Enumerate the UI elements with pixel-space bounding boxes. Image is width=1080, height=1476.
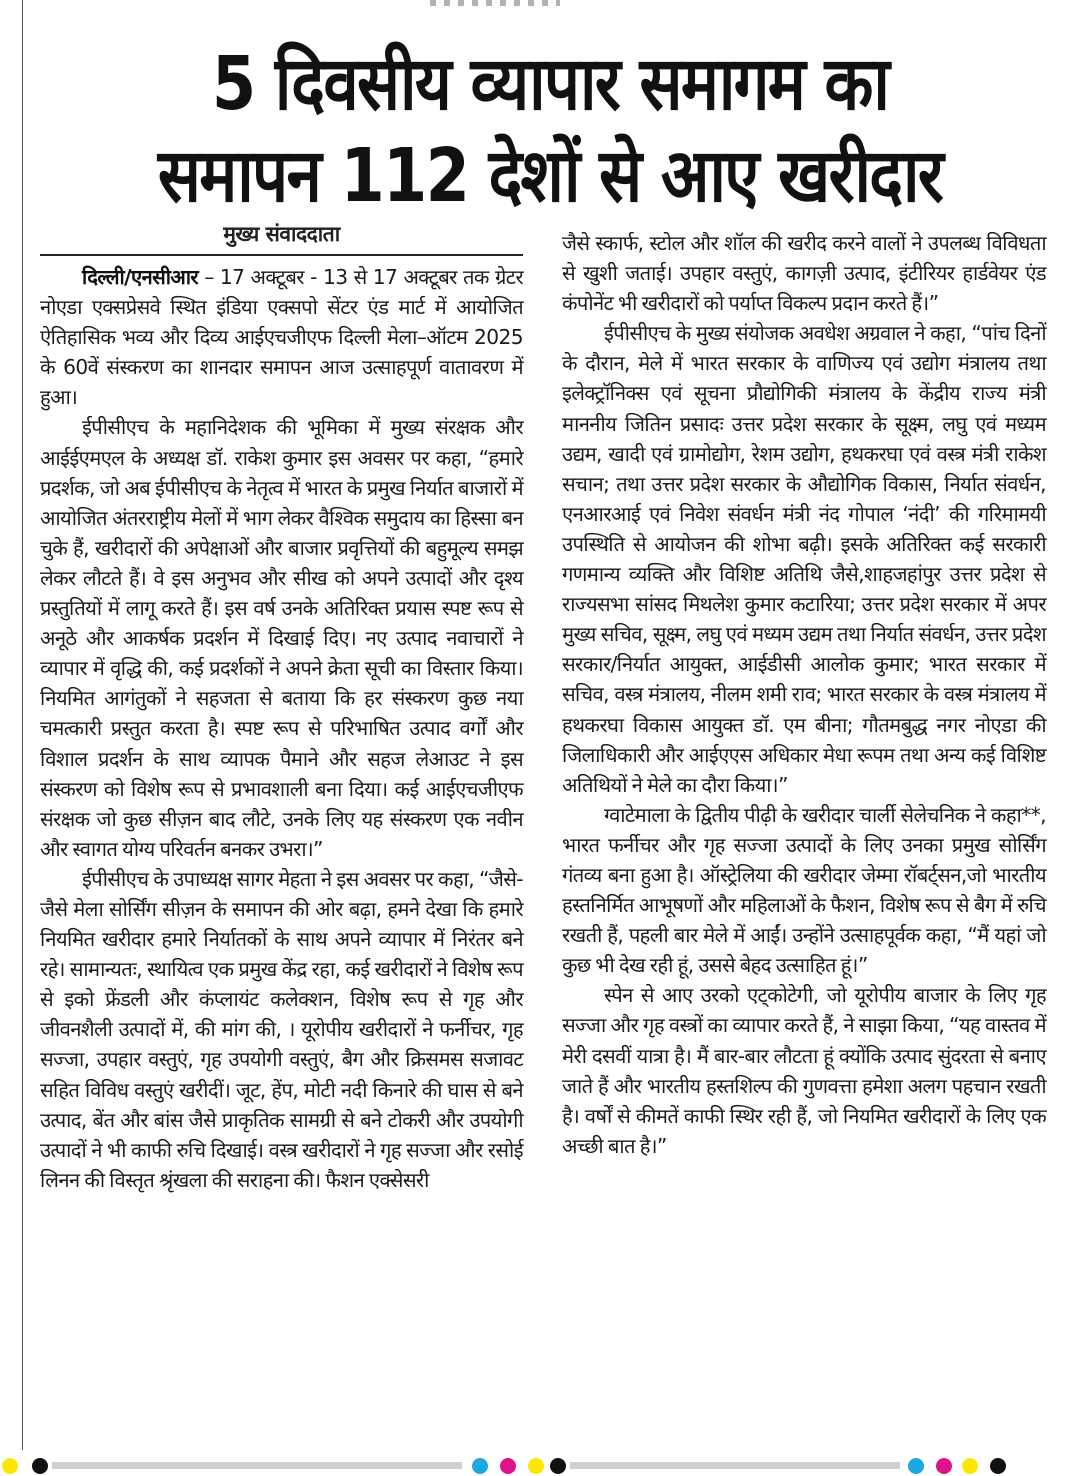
registration-dot-magenta — [500, 1458, 516, 1474]
cropped-previous-text — [430, 0, 560, 6]
column-rule — [22, 0, 23, 1450]
article-column-right — [562, 228, 1046, 1161]
registration-dot-yellow — [2, 1458, 18, 1474]
registration-bar — [52, 1462, 462, 1469]
registration-dot-magenta — [936, 1458, 952, 1474]
registration-dot-black — [990, 1458, 1006, 1474]
dateline: दिल्ली/एनसीआर — [82, 265, 199, 289]
registration-dot-black — [550, 1458, 566, 1474]
paragraph: ईपीसीएच के मुख्य संयोजक अवधेश अग्रवाल ने कहा, “पांच दिनों के दौरान, मेले में भारत सरकार के वाणिज्य एवं उद्योग मंत्रालय तथा इलेक्ट्रॉनिक्स एवं सूचना प्रौद्योगिकी मंत्रालय के केंद्रीय राज्य मंत्री माननीय जितिन प्रसादः उत्तर प्रदेश सरकार के सूक्ष्म, लघु एवं मध्यम उद्यम, खादी एवं ग्रामोद्योग, रेशम उद्योग, हथकरघा एवं वस्त्र मंत्री राकेश सचान; तथा उत्तर प्रदेश सरकार के औद्योगिक विकास, निर्यात संवर्धन, एनआरआई एवं निवेश संवर्धन मंत्री नंद गोपाल ‘नंदी’ की गरिमामयी उपस्थिति से आयोजन की शोभा बढ़ी। इसके अतिरिक्त कई सरकारी गणमान्य व्यक्ति और विशिष्ट अतिथि जैसे,शाहजहांपुर उत्तर प्रदेश से राज्यसभा सांसद मिथलेश कुमार कटारिया; उत्तर प्रदेश सरकार में अपर मुख्य सचिव, सूक्ष्म, लघु एवं मध्यम उद्यम तथा निर्यात संवर्धन, उत्तर प्रदेश सरकार/निर्यात आयुक्त, आईडीसी आलोक कुमार; भारत सरकार में सचिव, वस्त्र मंत्रालय, नीलम शमी राव; भारत सरकार के वस्त्र मंत्रालय में हथकरघा विकास आयुक्त डॉ. एम बीना; गौतमबुद्ध नगर नोएडा की जिलाधिकारी और आईएएस अधिकार मेधा रूपम तथा अन्य कई विशिष्ट अतिथियों ने मेले का दौरा किया।” — [562, 321, 1046, 797]
byline: मुख्य संवाददाता — [40, 220, 523, 256]
headline — [129, 38, 972, 222]
article-column-left — [40, 262, 523, 1195]
paragraph: ईपीसीएच के महानिदेशक की भूमिका में मुख्य संरक्षक और आईईएमएल के अध्यक्ष डॉ. राकेश कुमार इस अवसर पर कहा, “हमारे प्रदर्शक, जो अब ईपीसीएच के नेतृत्व में भारत के प्रमुख निर्यात बाजारों में आयोजित अंतरराष्ट्रीय मेलों में भाग लेकर वैश्विक समुदाय का हिस्सा बन चुके हैं, खरीदारों की अपेक्षाओं और बाजार प्रवृत्तियों की बहुमूल्य समझ लेकर लौटते हैं। वे इस अनुभव और सीख को अपने उत्पादों और दृश्य प्रस्तुतियों में लागू करते हैं। इस वर्ष उनके अतिरिक्त प्रयास स्पष्ट रूप से अनूठे और आकर्षक प्रदर्शन में दिखाई दिए। नए उत्पाद नवाचारों ने व्यापार में वृद्धि की, कई प्रदर्शकों ने अपने क्रेता सूची का विस्तार किया। नियमित आगंतुकों ने सहजता से बताया कि हर संस्करण कुछ नया चमत्कारी प्रस्तुत करता है। स्पष्ट रूप से परिभाषित उत्पाद वर्गों और विशाल प्रदर्शन के साथ व्यापक पैमाने और सहज लेआउट ने इस संस्करण को विशेष रूप से प्रभावशाली बना दिया। कई आईएचजीएफ संरक्षक जो कुछ सीज़न बाद लौटे, उनके लिए यह संस्करण एक नवीन और स्वागत योग्य परिवर्तन बनकर उभरा।” — [40, 415, 523, 861]
registration-dot-yellow — [528, 1458, 544, 1474]
paragraph: जैसे स्कार्फ, स्टोल और शॉल की खरीद करने वालों ने उपलब्ध विविधता से खुशी जताई। उपहार वस्तुएं, कागज़ी उत्पाद, इंटीरियर हार्डवेयर एंड कंपोनेंट भी खरीदारों को पर्याप्त विकल्प प्रदान करते हैं।” — [562, 231, 1046, 316]
paragraph — [40, 262, 523, 412]
paragraph-text: – 17 अक्टूबर - 13 से 17 अक्टूबर तक ग्रेटर नोएडा एक्सप्रेसवे स्थित इंडिया एक्सपो सेंटर एंड मार्ट में आयोजित ऐतिहासिक भव्य और दिव्य आईएचजीएफ दिल्ली मेला–ऑटम 2025 के 60वें संस्करण का शानदार समापन आज उत्साहपूर्ण वातावरण में हुआ। — [40, 265, 523, 410]
registration-dot-cyan — [472, 1458, 488, 1474]
paragraph: ग्वाटेमाला के द्वितीय पीढ़ी के खरीदार चार्ली सेलेचनिक ने कहा**, भारत फर्नीचर और गृह सज्जा उत्पादों के लिए उनका प्रमुख सोर्सिंग गंतव्य बना हुआ है। ऑस्ट्रेलिया की खरीदार जेम्मा रॉबर्ट्सन,जो भारतीय हस्तनिर्मित आभूषणों और महिलाओं के फैशन, विशेष रूप से बैग में रुचि रखती हैं, पहली बार मेले में आईं। उन्होंने उत्साहपूर्वक कहा, “मैं यहां जो कुछ भी देख रही हूं, उससे बेहद उत्साहित हूं।” — [562, 802, 1046, 978]
registration-bar — [570, 1462, 900, 1469]
registration-dot-cyan — [908, 1458, 924, 1474]
headline-line: समापन 112 देशों से आए खरीदार — [157, 133, 943, 219]
headline-line: 5 दिवसीय व्यापार समागम का — [211, 41, 889, 127]
paragraph: ईपीसीएच के उपाध्यक्ष सागर मेहता ने इस अवसर पर कहा, “जैसे-जैसे मेला सोर्सिंग सीज़न के समापन की ओर बढ़ा, हमने देखा कि हमारे नियमित खरीदार हमारे निर्यातकों के साथ अपने व्यापार में निरंतर बने रहे। सामान्यतः, स्थायित्व एक प्रमुख केंद्र रहा, कई खरीदारों ने विशेष रूप से इको फ्रेंडली और कंप्लायंट कलेक्शन, विशेष रूप से गृह और जीवनशैली उत्पादों में, की मांग की, । यूरोपीय खरीदारों ने फर्नीचर, गृह सज्जा, उपहार वस्तुएं, गृह उपयोगी वस्तुएं, बैग और क्रिसमस सजावट सहित विविध वस्तुएं खरीदीं। जूट, हेंप, मोटी नदी किनारे की घास से बने उत्पाद, बेंत और बांस जैसे प्राकृतिक सामग्री से बने टोकरी और उपयोगी उत्पादों ने भी काफी रुचि दिखाई। वस्त्र खरीदारों ने गृह सज्जा और रसोई लिनन की विस्तृत श्रृंखला की सराहना की। फैशन एक्सेसरी — [40, 866, 523, 1192]
paragraph: स्पेन से आए उरको एट्कोटेगी, जो यूरोपीय बाजार के लिए गृह सज्जा और गृह वस्त्रों का व्यापार करते हैं, ने साझा किया, “यह वास्तव में मेरी दसवीं यात्रा है। मैं बार-बार लौटता हूं क्योंकि उत्पाद सुंदरता से बनाए जाते हैं और भारतीय हस्तशिल्प की गुणवत्ता हमेशा अलग पहचान रखती है। वर्षों से कीमतें काफी स्थिर रही हैं, जो नियमित खरीदारों के लिए एक अच्छी बात है।” — [562, 983, 1046, 1158]
registration-dot-yellow — [962, 1458, 978, 1474]
registration-dot-black — [32, 1458, 48, 1474]
